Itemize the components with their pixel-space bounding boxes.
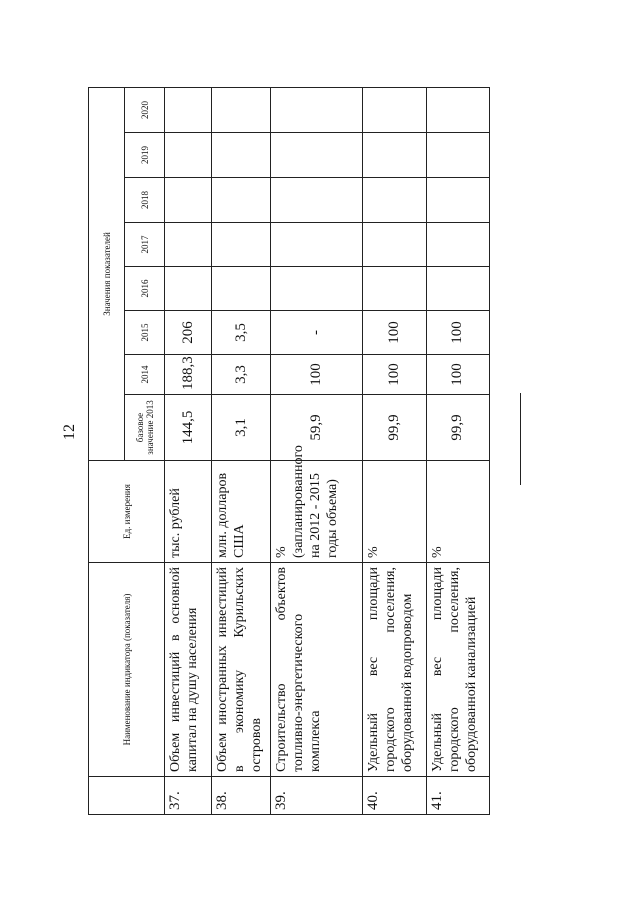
year-value	[426, 223, 489, 267]
header-year: 2019	[125, 133, 165, 178]
header-year: 2020	[125, 87, 165, 132]
unit-cell: млн. долларов США	[212, 461, 271, 563]
year-value	[165, 178, 212, 223]
indicator-name: Удельный вес площади городского поселения, оборудованной канализацией	[426, 563, 489, 777]
header-row-1	[89, 87, 125, 814]
row-number: 40.	[363, 777, 426, 815]
base-value: 59,9	[271, 395, 363, 461]
indicator-name: Объем инвестиций в основной капитал на душу населения	[165, 563, 212, 777]
year-value	[165, 267, 212, 311]
header-year: 2014	[125, 355, 165, 395]
row-number: 37.	[165, 777, 212, 815]
base-value: 3,1	[212, 395, 271, 461]
header-num-cell	[89, 777, 165, 815]
year-value	[363, 133, 426, 178]
year-value	[165, 133, 212, 178]
header-name: Наименование индикатора (показателя)	[89, 563, 165, 777]
indicator-name: Строительство объектов топливно-энергетического комплекса	[271, 563, 363, 777]
year-value: -	[271, 311, 363, 355]
year-value	[212, 87, 271, 132]
table-row	[212, 87, 271, 814]
indicators-table	[88, 87, 490, 815]
year-value	[271, 178, 363, 223]
header-year: 2015	[125, 311, 165, 355]
year-value	[271, 223, 363, 267]
year-value: 100	[363, 355, 426, 395]
table-row	[271, 87, 363, 814]
row-number: 38.	[212, 777, 271, 815]
header-values-group: Значения показателей	[89, 87, 125, 460]
row-number: 39.	[271, 777, 363, 815]
header-year: 2016	[125, 267, 165, 311]
header-year: 2018	[125, 178, 165, 223]
year-value	[363, 267, 426, 311]
header-base: базовое значение 2013	[125, 395, 165, 461]
year-value	[271, 87, 363, 132]
year-value	[165, 223, 212, 267]
year-value: 100	[426, 355, 489, 395]
indicator-name: Удельный вес площади городского поселения, оборудованной водопроводом	[363, 563, 426, 777]
unit-cell: тыс. рублей	[165, 461, 212, 563]
year-value	[212, 223, 271, 267]
year-value	[426, 267, 489, 311]
year-value	[212, 267, 271, 311]
year-value	[165, 87, 212, 132]
year-value	[363, 178, 426, 223]
base-value: 99,9	[363, 395, 426, 461]
year-value	[426, 178, 489, 223]
header-year: 2017	[125, 223, 165, 267]
indicator-name: Объем иностранных инвестиций в экономику Курильских островов	[212, 563, 271, 777]
table-row	[426, 87, 489, 814]
year-value: 206	[165, 311, 212, 355]
unit-cell: %	[363, 461, 426, 563]
year-value	[212, 178, 271, 223]
year-value: 100	[363, 311, 426, 355]
year-value: 188,3	[165, 355, 212, 395]
year-value: 3,5	[212, 311, 271, 355]
rotated-table-frame	[88, 88, 490, 815]
year-value	[426, 87, 489, 132]
year-value: 3,3	[212, 355, 271, 395]
year-value	[363, 87, 426, 132]
year-value	[271, 133, 363, 178]
year-value	[363, 223, 426, 267]
year-value	[271, 267, 363, 311]
year-value	[426, 133, 489, 178]
table-row	[165, 87, 212, 814]
year-value	[212, 133, 271, 178]
rotated-table-wrapper	[88, 88, 490, 815]
header-unit: Ед. измерения	[89, 461, 165, 563]
end-line	[520, 393, 521, 485]
row-number: 41.	[426, 777, 489, 815]
table-row	[363, 87, 426, 814]
unit-cell: % (запланированного на 2012 - 2015 годы объема)	[271, 461, 363, 563]
year-value: 100	[426, 311, 489, 355]
base-value: 99,9	[426, 395, 489, 461]
year-value: 100	[271, 355, 363, 395]
page-number: 12	[61, 424, 78, 440]
unit-cell: %	[426, 461, 489, 563]
base-value: 144,5	[165, 395, 212, 461]
